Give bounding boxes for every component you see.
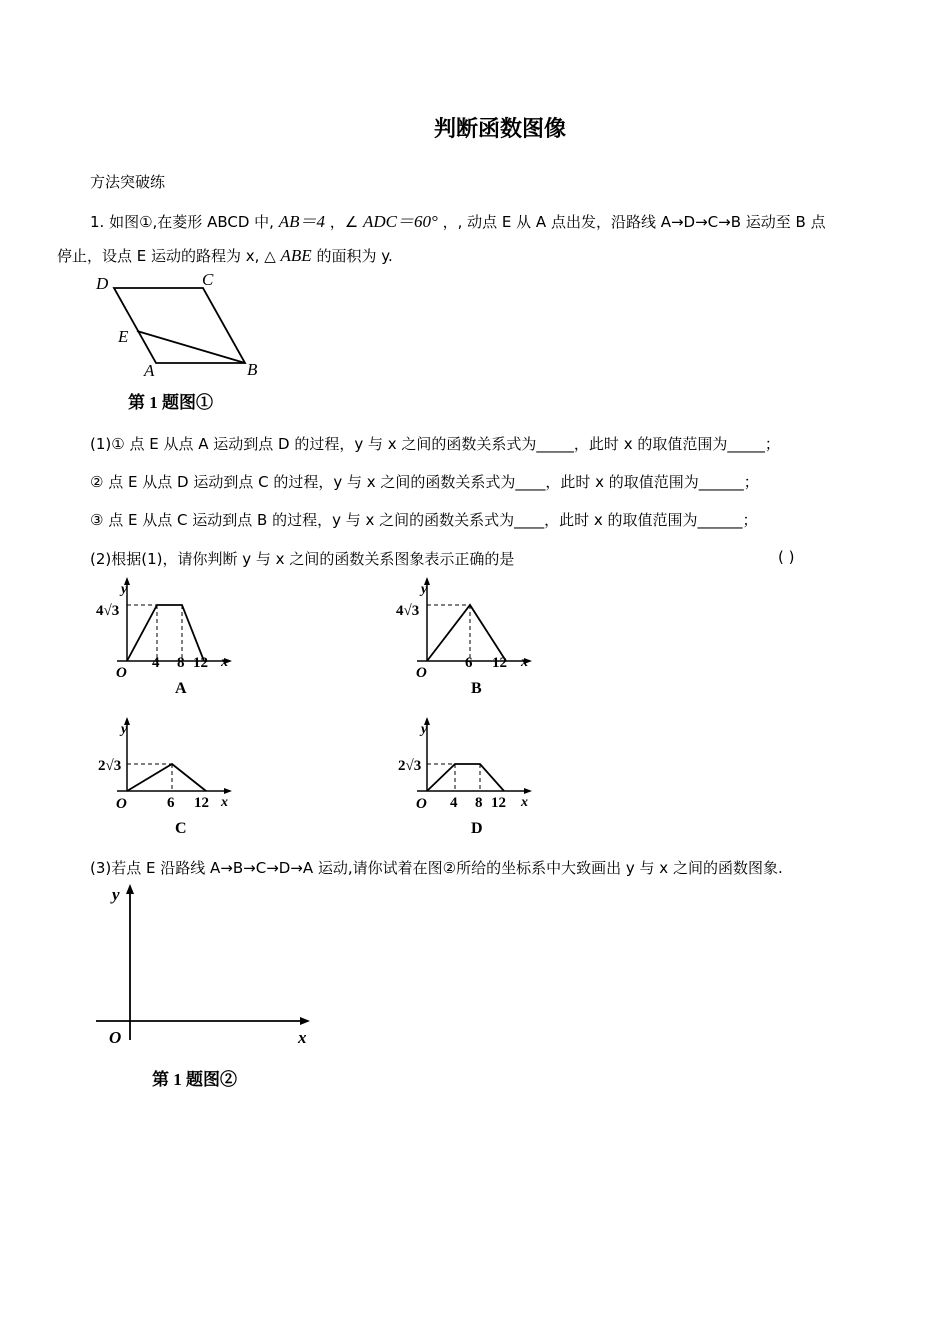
problem-line-1 <box>90 207 826 232</box>
tick-label: 4 <box>450 795 458 811</box>
origin-label: O <box>416 796 427 812</box>
option-graph-b <box>392 575 542 700</box>
math-adc: ADC＝60° <box>363 212 438 231</box>
peak-label: 2√3 <box>98 758 122 774</box>
fig1-caption: 第 1 题图① <box>128 393 213 412</box>
math-ab: AB＝4 <box>278 212 325 231</box>
y-axis-label: y <box>121 722 128 737</box>
tick-label: 12 <box>491 795 506 811</box>
peak-label: 4√3 <box>396 603 420 619</box>
tick-label: 6 <box>465 655 473 671</box>
x-axis-label: x <box>221 655 228 670</box>
part3-question: (3)若点 E 沿路线 A→B→C→D→A 运动,请你试着在图②所给的坐标系中大致画出 y 与 x 之间的函数图象. <box>90 859 783 877</box>
x-axis-label: x <box>221 795 228 810</box>
answer-parentheses: ( ) <box>778 548 795 566</box>
tick-label: 12 <box>492 655 507 671</box>
x-axis-label: x <box>298 1028 307 1047</box>
peak-label: 2√3 <box>398 758 422 774</box>
label-c: C <box>202 270 214 289</box>
page-title: 判断函数图像 <box>433 117 566 142</box>
tick-label: 12 <box>193 655 208 671</box>
graph-line <box>427 764 504 791</box>
y-axis-label: y <box>112 885 120 904</box>
coordinate-system-figure <box>92 880 322 1095</box>
problem-text: ，∠ <box>329 213 359 231</box>
y-axis-label: y <box>121 582 128 597</box>
option-letter-b: B <box>471 680 482 697</box>
problem-text: 停止，设点 E 运动的路程为 x, △ <box>57 247 276 265</box>
fig2-caption: 第 1 题图② <box>152 1070 237 1089</box>
option-graph-c <box>92 715 242 840</box>
tick-label: 4 <box>152 655 160 671</box>
part1-question-2: ② 点 E 从点 D 运动到点 C 的过程，y 与 x 之间的函数关系式为____，此时 x 的取值范围为______； <box>90 473 759 491</box>
origin-label: O <box>109 1028 122 1047</box>
option-letter-a: A <box>175 680 187 697</box>
rhombus-figure <box>90 268 290 418</box>
x-axis-label: x <box>521 795 528 810</box>
graph-line <box>127 605 204 661</box>
rhombus-abcd <box>114 288 245 363</box>
problem-text: 的面积为 y. <box>316 247 393 265</box>
math-abe: ABE <box>280 246 312 265</box>
origin-label: O <box>116 796 127 812</box>
label-e: E <box>118 327 129 346</box>
y-axis-label: y <box>421 582 428 597</box>
part1-question-1: (1)① 点 E 从点 A 运动到点 D 的过程，y 与 x 之间的函数关系式为_____，此时 x 的取值范围为_____； <box>90 435 780 453</box>
option-graph-d <box>392 715 542 840</box>
problem-text: ，, 动点 E 从 A 点出发，沿路线 A→D→C→B 运动至 B 点 <box>442 213 826 231</box>
x-axis-label: x <box>521 655 528 670</box>
section-label: 方法突破练 <box>90 173 166 191</box>
label-b: B <box>247 360 258 379</box>
option-letter-c: C <box>175 820 187 837</box>
peak-label: 4√3 <box>96 603 120 619</box>
origin-label: O <box>116 665 127 681</box>
graph-line <box>127 764 206 791</box>
x-axis-arrow <box>224 788 232 794</box>
x-axis-arrow <box>300 1017 310 1025</box>
graph-line <box>427 605 506 661</box>
x-axis-arrow <box>524 788 532 794</box>
label-a: A <box>144 361 155 380</box>
problem-text: 1. 如图①,在菱形 ABCD 中, <box>90 213 274 231</box>
label-d: D <box>96 274 109 293</box>
y-axis-label: y <box>421 722 428 737</box>
tick-label: 6 <box>167 795 175 811</box>
part2-question: (2)根据(1)，请你判断 y 与 x 之间的函数关系图象表示正确的是 <box>90 550 515 568</box>
y-axis-arrow <box>126 884 134 894</box>
origin-label: O <box>416 665 427 681</box>
option-graph-a <box>92 575 242 700</box>
problem-line-2 <box>57 245 393 266</box>
part1-question-3: ③ 点 E 从点 C 运动到点 B 的过程，y 与 x 之间的函数关系式为____，此时 x 的取值范围为______； <box>90 511 758 529</box>
tick-label: 8 <box>177 655 185 671</box>
option-letter-d: D <box>471 820 483 837</box>
tick-label: 12 <box>194 795 209 811</box>
tick-label: 8 <box>475 795 483 811</box>
